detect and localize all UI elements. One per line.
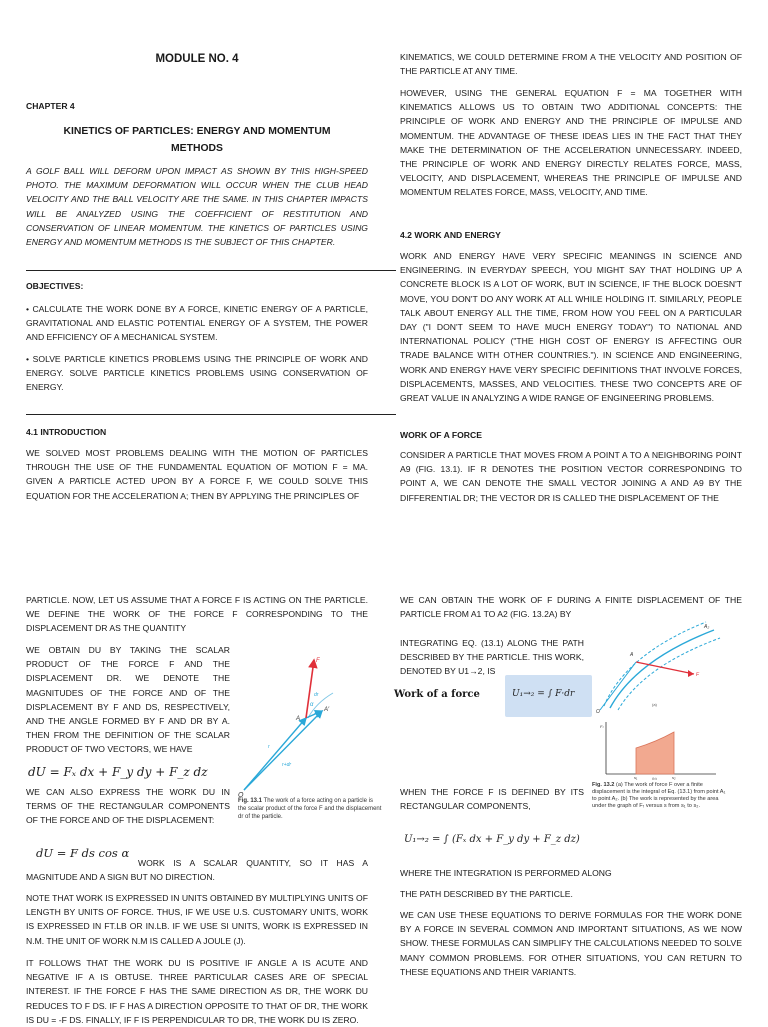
- paragraph: HOWEVER, USING THE GENERAL EQUATION F = MA TOGETHER WITH KINEMATICS ALLOWS US TO OBTAIN TWO ADDITIONAL CONCEPTS: THE PRINCIPLE OF WORK AND ENERGY AND THE PRINCIPLE OF IMPULSE AND MOMENTUM. THE ADVANTAGE OF THESE IDEAS LIES IN THE FACT THAT THEY MAKE THE DETERMINATION OF THE ACCELERATION UNNECESSARY. INDEED, THE PRINCIPLE OF WORK AND ENERGY DIRECTLY RELATES FORCE, MASS, VELOCITY, AND DISPLACEMENT, WHEREAS THE PRINCIPLE OF IMPULSE AND MOMENTUM RELATES FORCE, MASS, VELOCITY, AND TIME.: [400, 88, 742, 198]
- svg-text:s₂: s₂: [672, 775, 676, 780]
- svg-text:dr: dr: [314, 692, 319, 698]
- chapter-label: CHAPTER 4: [26, 101, 75, 111]
- paragraph: WORK IS A SCALAR QUANTITY, SO IT HAS A MAGNITUDE AND A SIGN BUT NO DIRECTION.: [26, 858, 368, 883]
- section-divider: [26, 270, 396, 271]
- paragraph: KINEMATICS, WE COULD DETERMINE FROM A THE VELOCITY AND POSITION OF THE PARTICLE AT ANY TIME.: [400, 52, 742, 77]
- paragraph: WE CAN ALSO EXPRESS THE WORK DU IN TERMS OF THE RECTANGULAR COMPONENTS OF THE FORCE AND OF THE DISPLACEMENT:: [26, 787, 230, 826]
- figure-13-1-caption: Fig. 13.1 The work of a force acting on a particle is the scalar product of the force F and the displacement dr of the particle.: [238, 798, 382, 820]
- intro-italic-paragraph: A GOLF BALL WILL DEFORM UPON IMPACT AS SHOWN BY THIS HIGH-SPEED PHOTO. THE MAXIMUM DEFORMATION WILL OCCUR WHEN THE CLUB HEAD VELOCITY AND THE BALL VELOCITY ARE THE SAME. IN THIS CHAPTER IMPACTS WILL BE ANALYZED USING THE COEFFICIENT OF RESTITUTION AND CONSERVATION OF LINEAR MOMENTUM. THE KINETICS OF PARTICLES USING ENERGY AND MOMENTUM METHODS IS THE SUBJECT OF THIS CHAPTER.: [26, 166, 368, 248]
- paragraph: NOTE THAT WORK IS EXPRESSED IN UNITS OBTAINED BY MULTIPLYING UNITS OF LENGTH BY UNITS OF FORCE. THUS, IF WE USE U.S. CUSTOMARY UNITS, WORK IS EXPRESSED IN FT.LB OR IN.LB. IF WE USE SI UNITS, WORK IS EXPRESSED IN N.M. THE UNIT OF WORK N.M IS CALLED A JOULE (J).: [26, 893, 368, 946]
- paragraph: IT FOLLOWS THAT THE WORK DU IS POSITIVE IF ANGLE A IS ACUTE AND NEGATIVE IF A IS OBTUSE. THREE PARTICULAR CASES ARE OF SPECIAL INTEREST. IF THE FORCE F HAS THE SAME DIRECTION AS DR, THE WORK DU REDUCES TO F DS. IF F HAS A DIRECTION OPPOSITE TO THAT OF DR, THE WORK IS DU = -F DS. FINALLY, IF F IS PERPENDICULAR TO DR, THE WORK DU IS ZERO.: [26, 958, 368, 1025]
- paragraph: WE OBTAIN DU BY TAKING THE SCALAR PRODUCT OF THE FORCE F AND THE DISPLACEMENT DR. WE DENOTE THE MAGNITUDES OF THE FORCE AND OF THE DISPLACEMENT BY F AND DS, RESPECTIVELY, AND THE ANGLE FORMED BY F AND DR BY A. THEN FROM THE DEFINITION OF THE SCALAR PRODUCT OF TWO VECTORS, WE HAVE: [26, 645, 230, 755]
- svg-text:(a): (a): [652, 702, 657, 707]
- introduction-paragraph: WE SOLVED MOST PROBLEMS DEALING WITH THE MOTION OF PARTICLES THROUGH THE USE OF THE FUNDAMENTAL EQUATION OF MOTION F = MA. GIVEN A PARTICLE ACTED UPON BY A FORCE F, WE COULD SOLVE THIS EQUATION FOR THE ACCELERATION A; THEN BY APPLYING THE PRINCIPLES OF: [26, 448, 368, 501]
- svg-text:A′: A′: [324, 707, 330, 713]
- svg-text:r: r: [268, 744, 270, 750]
- equation-u12-components: U₁→₂ = ∫ (Fₓ dx + F_y dy + F_z dz): [404, 834, 580, 845]
- equation-du-ds: dU = F ds cos α: [36, 846, 130, 860]
- figure-13-2a: [596, 614, 736, 714]
- svg-text:O: O: [596, 709, 600, 714]
- paragraph: INTEGRATING EQ. (13.1) ALONG THE PATH DESCRIBED BY THE PARTICLE. THIS WORK, DENOTED BY U1→2, IS: [400, 638, 584, 677]
- work-of-force-paragraph: CONSIDER A PARTICLE THAT MOVES FROM A POINT A TO A NEIGHBORING POINT A9 (FIG. 13.1). IF R DENOTES THE POSITION VECTOR CORRESPONDING TO POINT A, WE CAN DENOTE THE SMALL VECTOR JOINING A AND A9 BY THE DIFFERENTIAL DR; THE VECTOR DR IS CALLED THE DISPLACEMENT OF THE: [400, 450, 742, 503]
- work-of-force-label: Work of a force: [394, 689, 480, 700]
- equation-du-components: dU = Fₓ dx + F_y dy + F_z dz: [28, 765, 208, 779]
- svg-text:α: α: [310, 702, 314, 708]
- paragraph: WHERE THE INTEGRATION IS PERFORMED ALONG: [400, 868, 612, 878]
- svg-text:A: A: [296, 716, 301, 722]
- paragraph: WE CAN OBTAIN THE WORK OF F DURING A FINITE DISPLACEMENT OF THE PARTICLE FROM A1 TO A2 (FIG. 13.2A) BY: [400, 595, 742, 620]
- figure-13-2-caption: Fig. 13.2 (a) The work of force F over a finite displacement is the integral of Eq. (13.1) from point A₁ to point A₂. (b) The work is represented by the area under the graph of Fₜ versus s from s₁ to s₂.: [592, 782, 726, 809]
- svg-text:r+dr: r+dr: [282, 762, 292, 768]
- svg-text:(b): (b): [652, 776, 657, 780]
- work-energy-paragraph: WORK AND ENERGY HAVE VERY SPECIFIC MEANINGS IN SCIENCE AND ENGINEERING. IN EVERYDAY SPEECH, YOU MIGHT SAY THAT HOLDING UP A CONCRETE BLOCK IS A LOT OF WORK, BUT IN SCIENCE, IF THE BLOCK DOESN'T MOVE, YOU DON'T DO ANY WORK AT ALL WHILE HOLDING IT. SIMILARLY, PEOPLE TALK ABOUT ENERGY ALL THE TIME, FROM HOW YOU FEEL ON A PARTICULAR DAY ("I DON'T SEEM TO HAVE MUCH ENERGY TODAY") TO NATIONAL AND INTERNATIONAL POLICY ("THE HIGH COST OF ENERGY IS AFFECTING OUR TRADE BALANCE WITH OTHER COUNTRIES."). IN SCIENCE AND ENGINEERING, WORK AND ENERGY HAVE VERY SPECIFIC DEFINITIONS THAT INVOLVE FORCES, DISPLACEMENTS, MASSES, AND VELOCITIES. THESE TWO CONCEPTS ARE OF GREAT VALUE IN ANALYZING A WIDE RANGE OF ENGINEERING PROBLEMS.: [400, 251, 742, 404]
- paragraph: WHEN THE FORCE F IS DEFINED BY ITS RECTANGULAR COMPONENTS,: [400, 787, 584, 812]
- svg-text:A: A: [630, 652, 634, 658]
- objective-item: • CALCULATE THE WORK DONE BY A FORCE, KINETIC ENERGY OF A PARTICLE, GRAVITATIONAL AND ELASTIC POTENTIAL ENERGY OF A SYSTEM, THE POWER AND EFFICIENCY OF A MECHANICAL SYSTEM.: [26, 304, 368, 343]
- objective-item: • SOLVE PARTICLE KINETICS PROBLEMS USING THE PRINCIPLE OF WORK AND ENERGY. SOLVE PARTICLE KINETICS PROBLEMS USING CONSERVATION OF ENERGY.: [26, 354, 368, 393]
- work-of-force-heading: WORK OF A FORCE: [400, 430, 482, 440]
- svg-text:A₂: A₂: [704, 624, 710, 630]
- section-heading-4-1: 4.1 INTRODUCTION: [26, 427, 107, 437]
- svg-text:F: F: [696, 672, 700, 678]
- paragraph: WE CAN USE THESE EQUATIONS TO DERIVE FORMULAS FOR THE WORK DONE BY A FORCE IN SEVERAL COMMON AND IMPORTANT SITUATIONS, AS WE NOW SHOW. THESE FORMULAS CAN SIMPLIFY THE CALCULATIONS NEEDED TO SOLVE MANY COMMON PROBLEMS. FOR OTHER SITUATIONS, YOU CAN RETURN TO THESE EQUATIONS AND THEIR VARIANTS.: [400, 910, 742, 977]
- module-title: MODULE NO. 4: [155, 53, 239, 65]
- svg-text:F: F: [316, 658, 320, 664]
- section-heading-4-2: 4.2 WORK AND ENERGY: [400, 230, 501, 240]
- svg-text:O: O: [238, 792, 244, 798]
- equation-u12: U₁→₂ = ∫ F·dr: [512, 689, 575, 699]
- paragraph: PARTICLE. NOW, LET US ASSUME THAT A FORCE F IS ACTING ON THE PARTICLE. WE DEFINE THE WORK OF THE FORCE F CORRESPONDING TO THE DISPLACEMENT DR AS THE QUANTITY: [26, 595, 368, 634]
- chapter-title: KINETICS OF PARTICLES: ENERGY AND MOMENTUM METHODS: [63, 126, 331, 154]
- figure-13-1: [238, 648, 372, 798]
- objectives-heading: OBJECTIVES:: [26, 281, 84, 291]
- svg-text:Fₜ: Fₜ: [600, 724, 604, 729]
- section-divider: [26, 414, 396, 415]
- paragraph: THE PATH DESCRIBED BY THE PARTICLE.: [400, 889, 573, 899]
- svg-text:s₁: s₁: [634, 775, 638, 780]
- figure-13-2b: [596, 718, 736, 780]
